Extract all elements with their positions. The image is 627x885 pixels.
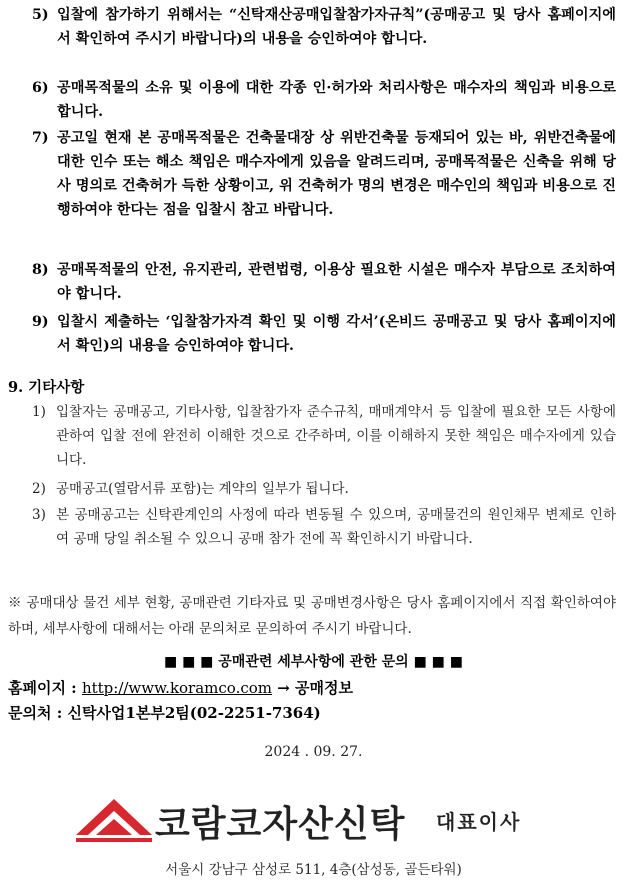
item-text: 공고일 현재 본 공매목적물은 건축물대장 상 위반건축물 등재되어 있는 바, 위반건축물에 대한 인수 또는 해소 책임은 매수자에게 있음을 알려드리며, 공매목적물은 신축을 위해 당사 명의로 건축허가 득한 상황이고, 위 건축허가 명의 변경은 매수인의 책임과 비용으로 진행하여야 한다는 점을 입찰시 참고 바랍니다. bbox=[57, 130, 616, 218]
notice-item-6 bbox=[32, 76, 616, 124]
sub-number: 2) bbox=[32, 481, 46, 497]
company-name: 코람코자산신탁 bbox=[155, 804, 406, 845]
contact-line bbox=[8, 702, 321, 723]
notice-date: 2024 . 09. 27. bbox=[264, 744, 363, 760]
section-sub-2 bbox=[32, 477, 616, 501]
notice-item-8 bbox=[32, 258, 616, 306]
sub-number: 3) bbox=[32, 507, 46, 523]
section-sub-3 bbox=[32, 503, 616, 551]
section-sub-1 bbox=[32, 400, 616, 472]
ceo-label: 대표이사 bbox=[436, 810, 522, 834]
sub-text: 입찰자는 공매공고, 기타사항, 입찰참가자 준수규칙, 매매계약서 등 입찰에 필요한 모든 사항에 관하여 입찰 전에 완전히 이해한 것으로 간주하며, 이를 이해하지 못한 책임은 매수자에게 있습니다. bbox=[56, 404, 616, 468]
sub-number: 1) bbox=[32, 404, 46, 420]
item-number: 6) bbox=[32, 80, 49, 96]
notice-remark: ※ 공매대상 물건 세부 현황, 공매관련 기타자료 및 공매변경사항은 당사 홈페이지에서 직접 확인하여야 하며, 세부사항에 대해서는 아래 문의처로 문의하여 주시기 바랍니다. bbox=[8, 595, 616, 637]
item-text: 공매목적물의 소유 및 이용에 대한 각종 인·허가와 처리사항은 매수자의 책임과 비용으로 합니다. bbox=[57, 80, 616, 120]
item-text: 입찰시 제출하는 ‘입찰참가자격 확인 및 이행 각서’(온비드 공매공고 및 당사 홈페이지에서 확인)의 내용을 승인하여야 합니다. bbox=[57, 314, 616, 354]
company-address: 서울시 강남구 삼성로 511, 4층(삼성동, 골든타워) bbox=[165, 862, 462, 878]
homepage-link[interactable]: http://www.koramco.com bbox=[81, 679, 272, 697]
notice-item-5 bbox=[32, 3, 616, 51]
item-number: 8) bbox=[32, 262, 49, 278]
homepage-label: 홈페이지 : bbox=[8, 679, 82, 697]
notice-item-9 bbox=[32, 310, 616, 358]
item-number: 7) bbox=[32, 130, 49, 146]
notice-item-7 bbox=[32, 126, 616, 222]
homepage-line bbox=[8, 677, 353, 698]
sub-text: 본 공매공고는 신탁관계인의 사정에 따라 변동될 수 있으며, 공매물건의 원인채무 변제로 인하여 공매 당일 취소될 수 있으니 공매 참가 전에 꼭 확인하시기 바랍니다. bbox=[56, 507, 616, 547]
section-title: 9. 기타사항 bbox=[8, 379, 85, 396]
inquiry-title: ■ ■ ■ 공매관련 세부사항에 관한 문의 ■ ■ ■ bbox=[163, 654, 464, 670]
contact-value: 신탁사업1본부2팀(02-2251-7364) bbox=[67, 704, 321, 722]
item-text: 입찰에 참가하기 위해서는 “신탁재산공매입찰참가자규칙”(공매공고 및 당사 홈페이지에서 확인하여 주시기 바랍니다)의 내용을 승인하여야 합니다. bbox=[57, 7, 616, 47]
sub-text: 공매공고(열람서류 포함)는 계약의 일부가 됩니다. bbox=[56, 481, 349, 497]
item-text: 공매목적물의 안전, 유지관리, 관련법령, 이용상 필요한 시설은 매수자 부담으로 조치하여야 합니다. bbox=[57, 262, 616, 302]
item-number: 5) bbox=[32, 7, 49, 23]
item-number: 9) bbox=[32, 314, 49, 330]
contact-label: 문의처 : bbox=[8, 704, 68, 722]
homepage-suffix: → 공매정보 bbox=[272, 679, 353, 697]
